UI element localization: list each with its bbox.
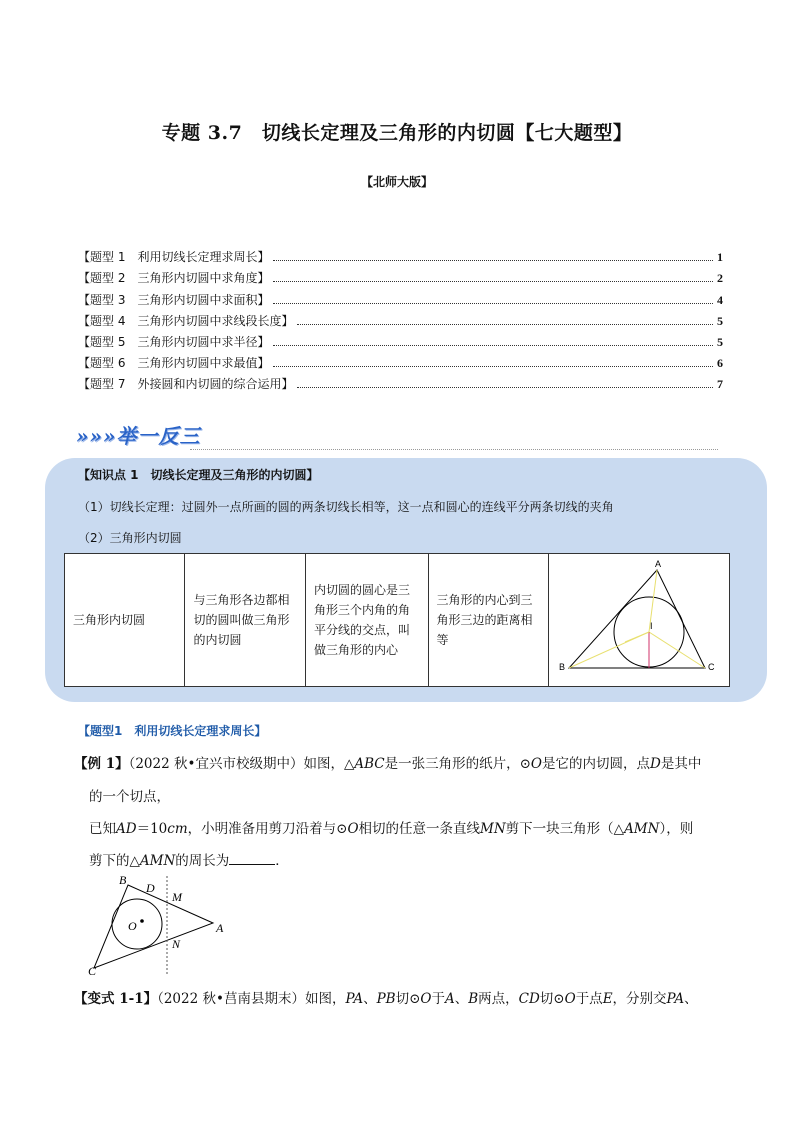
edition-label: 【北师大版】 bbox=[360, 175, 433, 189]
example-line-2: 的一个切点， bbox=[89, 789, 170, 805]
label-c: C bbox=[708, 662, 715, 672]
toc-item-label: 【题型 1 利用切线长定理求周长】 bbox=[78, 250, 270, 265]
text-fragment: ，小明准备用剪刀沿着与⊙ bbox=[187, 821, 348, 837]
knowledge-heading: 【知识点 1 切线长定理及三角形的内切圆】 bbox=[78, 468, 319, 482]
label-i: I bbox=[650, 621, 653, 631]
text-fragment: 、 bbox=[363, 991, 377, 1007]
math-pa: PA bbox=[345, 991, 364, 1007]
label-b: B bbox=[559, 662, 566, 672]
toc-item[interactable] bbox=[78, 329, 723, 350]
text-fragment: 、 bbox=[454, 991, 469, 1007]
label-b: B bbox=[119, 873, 127, 887]
math-o: O bbox=[420, 991, 432, 1007]
toc-leader bbox=[273, 281, 713, 282]
text-fragment: 已知 bbox=[89, 821, 116, 837]
toc-leader bbox=[297, 324, 713, 325]
toc-item[interactable] bbox=[78, 244, 723, 265]
example-tag: 【例 1】 bbox=[74, 756, 129, 772]
incircle-subheading: （2）三角形内切圆 bbox=[78, 531, 182, 545]
toc-leader bbox=[273, 260, 713, 261]
example-source: （2022 秋•宜兴市校级期中） bbox=[128, 756, 304, 772]
text-fragment: ＝10 bbox=[136, 821, 168, 837]
text-fragment: ，分别交 bbox=[612, 991, 667, 1007]
table-cell-property: 三角形的内心到三角形三边的距离相等 bbox=[428, 554, 549, 687]
table-cell-incenter: 内切圆的圆心是三角形三个内角的角平分线的交点，叫做三角形的内心 bbox=[305, 554, 428, 687]
variant-line-1 bbox=[74, 987, 698, 1007]
math-o: O bbox=[347, 821, 359, 837]
text-fragment: 、 bbox=[684, 991, 698, 1007]
math-amn: AMN bbox=[624, 821, 660, 837]
text-fragment: 如图， bbox=[304, 991, 346, 1007]
table-cell-figure bbox=[549, 554, 730, 687]
text-fragment: ． bbox=[275, 853, 289, 869]
section-heading: 【题型1 利用切线长定理求周长】 bbox=[78, 724, 267, 738]
answer-blank[interactable] bbox=[229, 852, 275, 865]
text-fragment: 是它的内切圆，点 bbox=[542, 756, 650, 772]
text-fragment: 的周长为 bbox=[175, 853, 230, 869]
radius-line-left bbox=[625, 632, 649, 642]
label-o: O bbox=[128, 919, 137, 933]
math-pa: PA bbox=[666, 991, 685, 1007]
math-pb: PB bbox=[376, 991, 396, 1007]
text-fragment: 如图，△ bbox=[303, 756, 355, 772]
variant-source: （2022 秋•莒南县期末） bbox=[157, 991, 305, 1007]
math-o: O bbox=[564, 991, 576, 1007]
toc-item[interactable] bbox=[78, 286, 723, 307]
math-mn: MN bbox=[480, 821, 506, 837]
label-a: A bbox=[655, 559, 662, 569]
example-line-4 bbox=[89, 849, 289, 869]
page-title: 专题 3.7 切线长定理及三角形的内切圆【七大题型】 bbox=[161, 122, 633, 144]
text-fragment: 于点 bbox=[575, 991, 603, 1007]
label-c: C bbox=[88, 964, 97, 978]
toc-item-label: 【题型 3 三角形内切圆中求面积】 bbox=[78, 292, 270, 307]
toc-leader bbox=[273, 345, 713, 346]
toc-page-number: 1 bbox=[717, 250, 723, 265]
toc-page-number: 5 bbox=[717, 313, 723, 328]
math-cd: CD bbox=[518, 991, 540, 1007]
tangent-theorem-text: （1）切线长定理：过圆外一点所画的圆的两条切线长相等，这一点和圆心的连线平分两条切线的夹角 bbox=[78, 500, 614, 514]
math-e: E bbox=[602, 991, 613, 1007]
incircle bbox=[112, 899, 162, 949]
toc-item[interactable] bbox=[78, 308, 723, 329]
math-unit: cm bbox=[167, 821, 188, 837]
toc-leader bbox=[297, 387, 713, 388]
toc-page-number: 6 bbox=[717, 356, 723, 371]
text-fragment: ），则 bbox=[659, 821, 694, 837]
toc-page-number: 2 bbox=[717, 271, 723, 286]
example-figure bbox=[80, 868, 240, 980]
toc-item-label: 【题型 7 外接圆和内切圆的综合运用】 bbox=[78, 377, 294, 392]
math-a: A bbox=[444, 991, 455, 1007]
toc-item-label: 【题型 5 三角形内切圆中求半径】 bbox=[78, 334, 270, 349]
example-line-3 bbox=[89, 817, 693, 837]
math-abc: ABC bbox=[354, 756, 385, 772]
toc-item-label: 【题型 2 三角形内切圆中求角度】 bbox=[78, 271, 270, 286]
text-fragment: 两点， bbox=[478, 991, 519, 1007]
toc-page-number: 7 bbox=[717, 377, 723, 392]
table-cell-definition: 与三角形各边都相切的圆叫做三角形的内切圆 bbox=[185, 554, 305, 687]
math-d: D bbox=[650, 756, 661, 772]
variant-tag: 【变式 1-1】 bbox=[74, 991, 158, 1007]
label-a: A bbox=[216, 921, 224, 935]
text-fragment: 是其中 bbox=[660, 756, 702, 772]
toc-leader bbox=[273, 303, 713, 304]
toc-item-label: 【题型 4 三角形内切圆中求线段长度】 bbox=[78, 313, 294, 328]
example-line-1 bbox=[74, 752, 701, 772]
toc-item[interactable] bbox=[78, 350, 723, 371]
banner-text: »»»举一反三 bbox=[76, 424, 201, 448]
text-fragment: 是一张三角形的纸片，⊙ bbox=[384, 756, 531, 772]
triangle-abc bbox=[569, 570, 705, 668]
math-b: B bbox=[468, 991, 479, 1007]
toc-leader bbox=[273, 366, 713, 367]
toc-item[interactable] bbox=[78, 265, 723, 286]
text-fragment: 剪下一块三角形（△ bbox=[505, 821, 625, 837]
incircle-table bbox=[64, 553, 730, 687]
math-o: O bbox=[530, 756, 542, 772]
text-fragment: 切⊙ bbox=[539, 991, 565, 1007]
label-d: D bbox=[146, 881, 155, 895]
toc-page-number: 5 bbox=[717, 334, 723, 349]
toc-page-number: 4 bbox=[717, 292, 723, 307]
label-n: N bbox=[172, 937, 181, 951]
text-fragment: 相切的任意一条直线 bbox=[358, 821, 481, 837]
toc-item[interactable] bbox=[78, 371, 723, 392]
center-dot bbox=[140, 919, 144, 923]
text-fragment: 于 bbox=[431, 991, 445, 1007]
text-fragment: 切⊙ bbox=[395, 991, 421, 1007]
table-of-contents bbox=[78, 244, 723, 392]
math-ad: AD bbox=[116, 821, 137, 837]
label-m: M bbox=[172, 890, 182, 904]
toc-item-label: 【题型 6 三角形内切圆中求最值】 bbox=[78, 356, 270, 371]
math-amn: AMN bbox=[139, 853, 176, 869]
incircle-figure bbox=[549, 554, 729, 680]
banner-divider bbox=[190, 449, 718, 450]
text-fragment: 剪下的△ bbox=[89, 853, 140, 869]
table-row bbox=[65, 554, 730, 687]
table-cell-term: 三角形内切圆 bbox=[65, 554, 185, 687]
